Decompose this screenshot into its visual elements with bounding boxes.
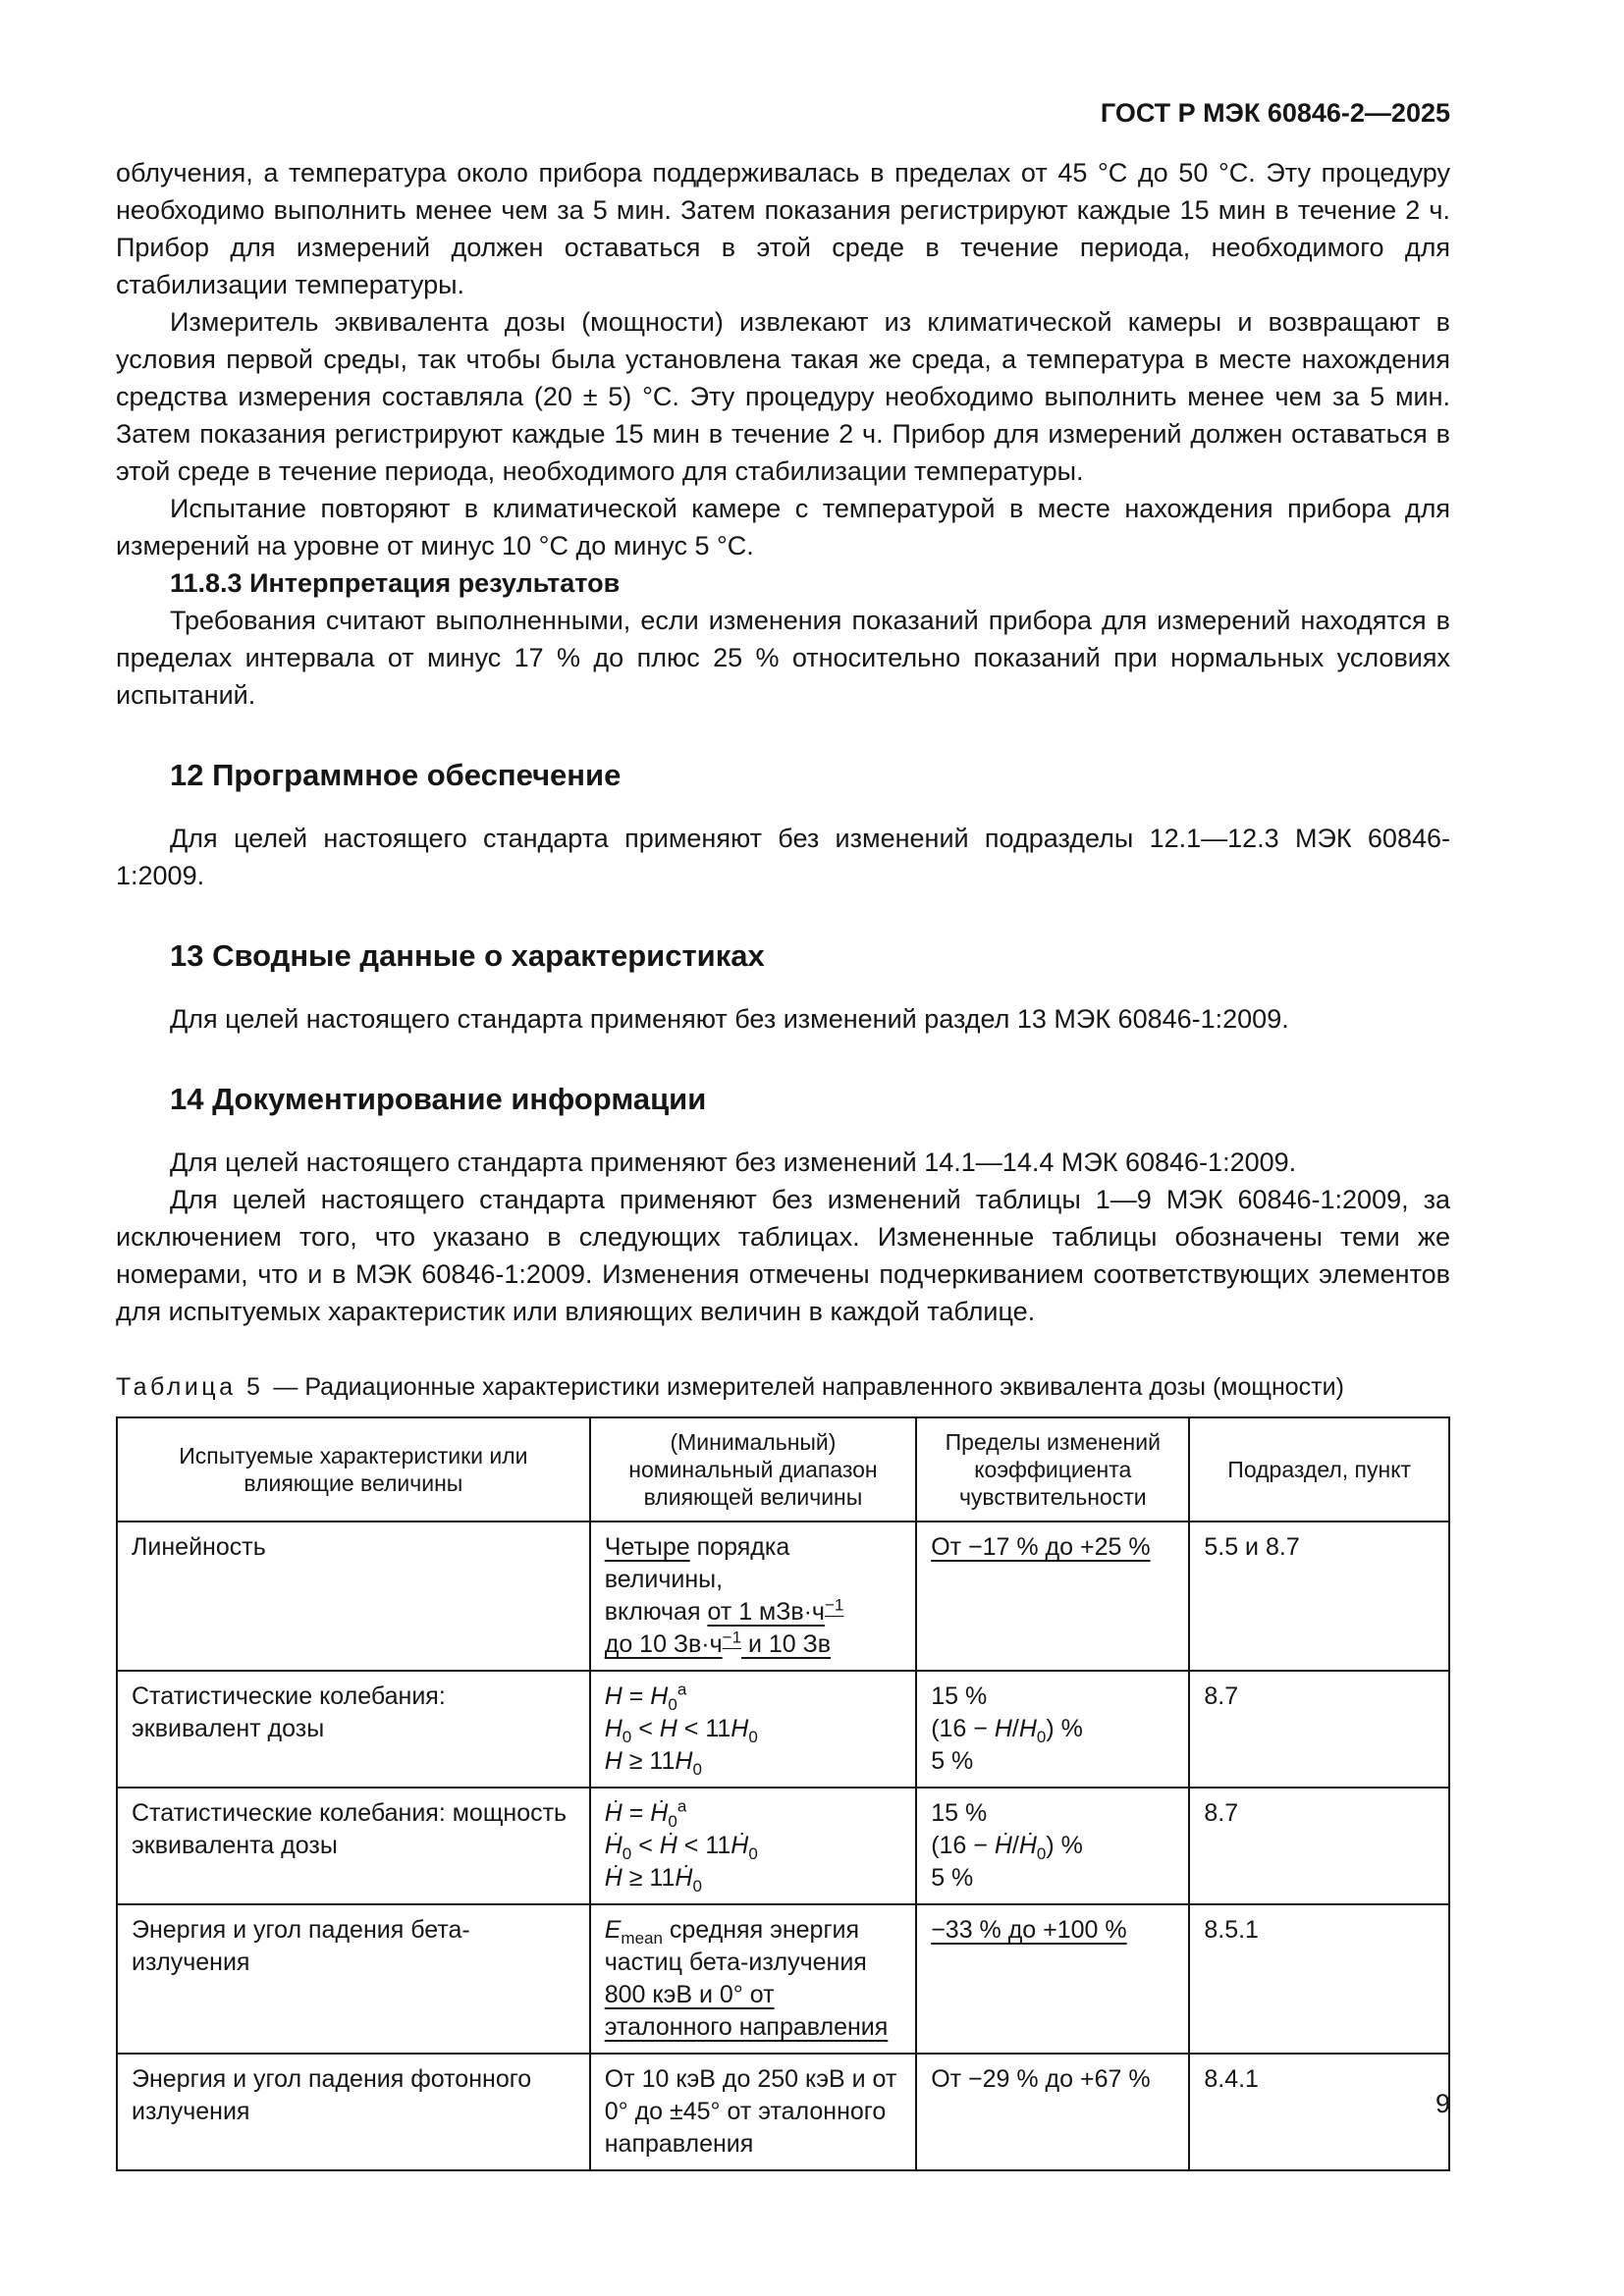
- table-row: [117, 1904, 1449, 2054]
- table-cell: Статистические колебания: мощность эквивалента дозы: [117, 1788, 590, 1904]
- paragraph: Для целей настоящего стандарта применяют без изменений таблицы 1—9 МЭК 60846-1:2009, за исключением того, что указано в следующих таблицах. Измененные таблицы обозначены теми же номерами, что и в МЭК 60846-1:2009. Изменения отмечены подчеркиванием соответствующих элементов для испытуемых характеристик или влияющих величин в каждой таблице.: [116, 1185, 1450, 1326]
- section-heading-13: 13 Сводные данные о характеристиках: [170, 938, 765, 973]
- table-cell: От −17 % до +25 %: [916, 1522, 1189, 1671]
- table-cell: Энергия и угол падения фотонного излучения: [117, 2054, 590, 2170]
- table-cell: Четыре порядка величины, включая от 1 $мЗв\cdot ч^{-1}$ до 10 $Зв\cdot ч^{-1}$ и 10 Зв: [590, 1522, 916, 1671]
- subclause-heading-11-8-3: 11.8.3 Интерпретация результатов: [170, 568, 621, 598]
- table-row: [117, 1671, 1449, 1788]
- table-cell: 15 % $(16 - H/H_0)$ % 5 %: [916, 1671, 1189, 1788]
- table-cell: От 10 кэВ до 250 кэВ и от 0° до ±45° от эталонного направления: [590, 2054, 916, 2170]
- table-header-cell: Подраздел, пункт: [1189, 1417, 1449, 1522]
- page-number: 9: [1435, 2089, 1450, 2118]
- page-header: [116, 98, 1450, 129]
- table-header-cell: (Минимальный) номинальный диапазон влияющей величины: [590, 1417, 916, 1522]
- paragraph: Для целей настоящего стандарта применяют без изменений раздел 13 МЭК 60846-1:2009.: [170, 1004, 1289, 1034]
- paragraph: Для целей настоящего стандарта применяют без изменений подразделы 12.1—12.3 МЭК 60846-1:2009.: [116, 824, 1450, 890]
- table-header-row: [117, 1417, 1449, 1522]
- table-cell: 5.5 и 8.7: [1189, 1522, 1449, 1671]
- table-header-cell: Пределы изменений коэффициента чувствительности: [916, 1417, 1189, 1522]
- paragraph: Испытание повторяют в климатической камере с температурой в месте нахождения прибора для измерений на уровне от минус 10 °С до минус 5 °С.: [116, 494, 1450, 561]
- table-cell: 8.7: [1189, 1671, 1449, 1788]
- table-cell: 8.5.1: [1189, 1904, 1449, 2054]
- table-caption-text: — Радиационные характеристики измерителей направленного эквивалента дозы (мощности): [273, 1373, 1344, 1401]
- table-cell: −33 % до +100 %: [916, 1904, 1189, 2054]
- table-cell: Ḣ = Ḣ$_0^a$ Ḣ$_0$ < Ḣ < 11Ḣ$_0$ Ḣ ≥ 11Ḣ$_0$: [590, 1788, 916, 1904]
- table-caption-label: Таблица 5: [116, 1373, 264, 1401]
- section-heading-14: 14 Документирование информации: [170, 1082, 707, 1116]
- table-cell: Энергия и угол падения бета-излучения: [117, 1904, 590, 2054]
- table-cell: 8.7: [1189, 1788, 1449, 1904]
- table-row: [117, 2054, 1449, 2170]
- table-row: [117, 1788, 1449, 1904]
- table-5: [116, 1416, 1450, 2171]
- table-cell: $H = H_0^a$ $H_0 < H < 11H_0$ $H \ge 11H_0$: [590, 1671, 916, 1788]
- doc-code: ГОСТ Р МЭК 60846-2—2025: [1100, 98, 1450, 128]
- table-caption: [116, 1371, 1450, 1403]
- table-cell: От −29 % до +67 %: [916, 2054, 1189, 2170]
- table-cell: Статистические колебания: эквивалент дозы: [117, 1671, 590, 1788]
- paragraph: Требования считают выполненными, если изменения показаний прибора для измерений находятся в пределах интервала от минус 17 % до плюс 25 % относительно показаний при нормальных условиях испытаний.: [116, 606, 1450, 710]
- table-cell: $E_{mean}$ средняя энергия частиц бета-излучения 800 кэВ и 0° от эталонного направления: [590, 1904, 916, 2054]
- table-row: [117, 1522, 1449, 1671]
- table-cell: 15 % (16 − Ḣ/Ḣ$_0$) % 5 %: [916, 1788, 1189, 1904]
- section-heading-12: 12 Программное обеспечение: [170, 758, 622, 792]
- table-cell: Линейность: [117, 1522, 590, 1671]
- table-cell: 8.4.1: [1189, 2054, 1449, 2170]
- paragraph-continuation: облучения, а температура около прибора поддерживалась в пределах от 45 °С до 50 °С. Эту процедуру необходимо выполнить менее чем за 5 мин. Затем показания регистрируют каждые 15 мин в течение 2 ч. Прибор для измерений должен оставаться в этой среде в течение периода, необходимого для стабилизации температуры.: [116, 158, 1450, 299]
- paragraph: Измеритель эквивалента дозы (мощности) извлекают из климатической камеры и возвращают в условия первой среды, так чтобы была установлена такая же среда, а температура в месте нахождения средства измерения составляла (20 ± 5) °С. Эту процедуру необходимо выполнить менее чем за 5 мин. Затем показания регистрируют каждые 15 мин в течение 2 ч. Прибор для измерений должен оставаться в этой среде в течение периода, необходимого для стабилизации температуры.: [116, 307, 1450, 486]
- table-body: [117, 1522, 1449, 2170]
- table-header-cell: Испытуемые характеристики или влияющие величины: [117, 1417, 590, 1522]
- paragraph: Для целей настоящего стандарта применяют без изменений 14.1—14.4 МЭК 60846-1:2009.: [170, 1148, 1297, 1177]
